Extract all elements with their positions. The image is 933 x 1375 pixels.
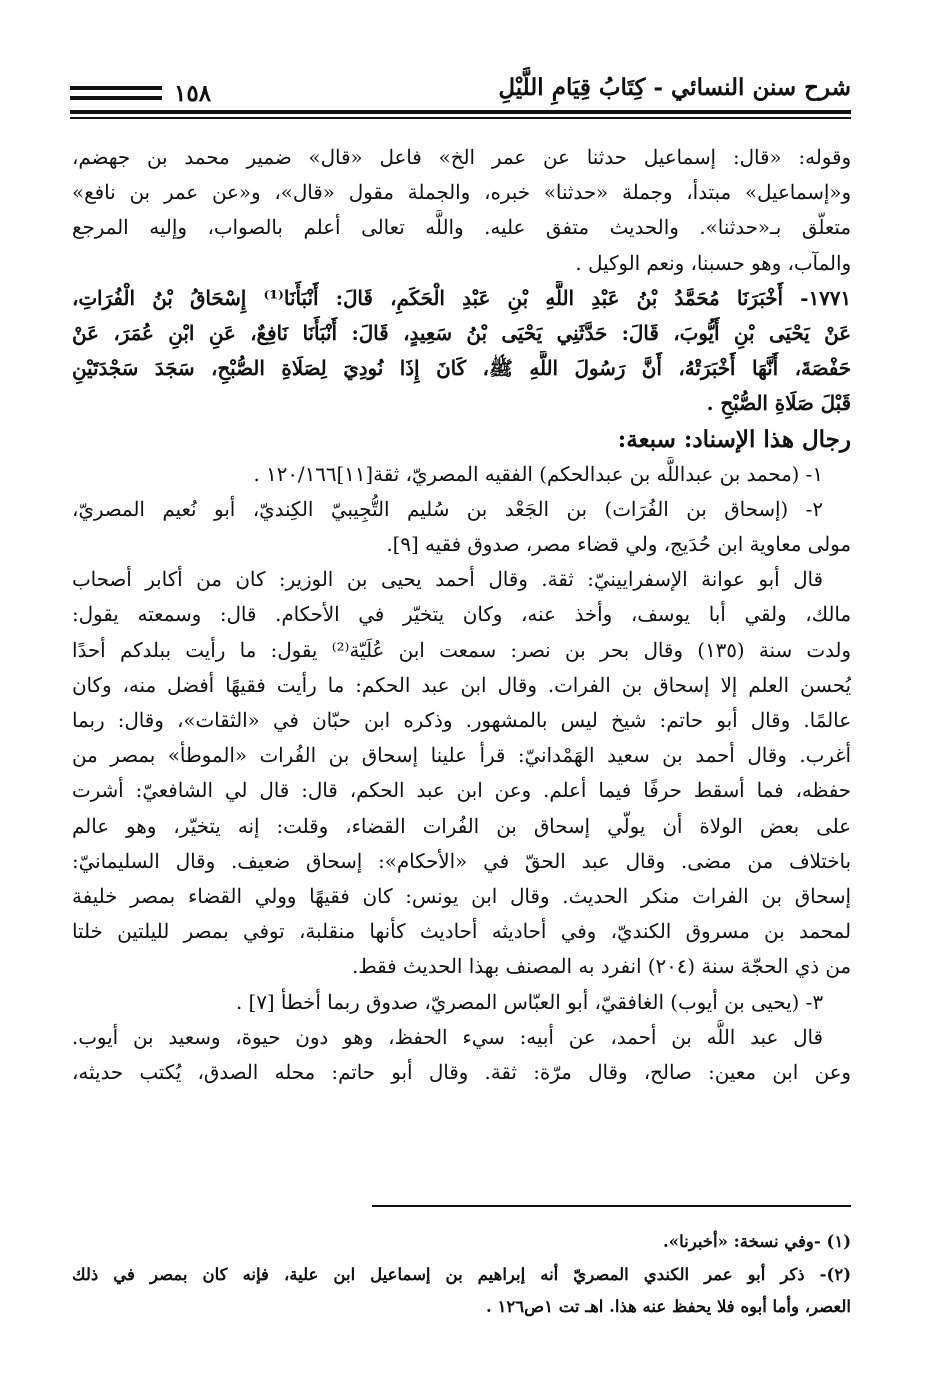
text-line: يُحسن العلم إلا إسحاق بن الفرات. وقال ابن عبد الحكم: ما رأيت فقيهًا أفضل منه، وكان: [72, 673, 851, 697]
footnotes: [72, 1226, 851, 1324]
text-line: وعن ابن معين: صالح، وقال مرّة: ثقة. وقال أبو حاتم: محله الصدق، يُكتب حديثه،: [72, 1060, 851, 1084]
page-number: ١٥٨: [174, 80, 212, 107]
text-line: مولى معاوية ابن حُدَيج، ولي قضاء مصر، صدوق فقيه [٩].: [386, 533, 851, 557]
hadith-line: قَبْلَ صَلَاةِ الصُّبْحِ .: [706, 391, 851, 416]
text-line: من ذي الحجّة سنة (٢٠٤) انفرد به المصنف بهذا الحديث فقط.: [352, 955, 851, 979]
hadith-line: حَفْصَةَ، أَنَّهَا أَخْبَرَتْهُ، أَنَّ رَسُولَ اللَّهِ ﷺ، كَانَ إِذَا نُودِيَ لِصَلَاةِ الصُّبْحِ، سَجَدَ سَجْدَتَيْنِ: [72, 356, 851, 381]
hadith-line: ١٧٧١- أَخْبَرَنَا مُحَمَّدُ بْنُ عَبْدِ اللَّهِ بْنِ عَبْدِ الْحَكَمِ، قَالَ: أَنْبَأَنَا⁽¹⁾ إِسْحَاقُ بْنُ الْفُرَاتِ،: [72, 285, 851, 310]
text-line: إسحاق بن الفرات منكر الحديث. وقال ابن يونس: كان فقيهًا وولي القضاء بمصر خليفة: [72, 884, 851, 908]
text-line: قال أبو عوانة الإسفرايينيّ: ثقة. وقال أحمد يحيى بن الوزير: كان من أكابر أصحاب: [72, 568, 823, 592]
text-line: على بعض الولاة أن يولّي إسحاق بن الفُرات القضاء، وقلت: إنه يتخيّر، وهو عالم: [72, 814, 851, 838]
text-line: باختلاف من مضى. وقال عبد الحقّ في «الأحكام»: إسحاق ضعيف. وقال السليمانيّ:: [72, 849, 851, 873]
footnote: (٢)- ذكر أبو عمر الكندي المصريّ أنه إبراهيم بن إسماعيل ابن علية، فإنه كان بمصر في ذلك: [72, 1264, 851, 1284]
hadith-line: عَنْ يَحْيَى بْنِ أَيُّوبَ، قَالَ: حَدَّثَنِي يَحْيَى بْنُ سَعِيدٍ، قَالَ: أَنْبَأَنَا نَافِعٌ، عَنِ ابْنِ عُمَرَ، عَنْ: [72, 320, 851, 345]
text-line: ولدت سنة (١٣٥) وقال بحر بن نصر: سمعت ابن عُلَيّة⁽²⁾ يقول: ما رأيت ببلدكم أحدًا: [72, 638, 851, 662]
narrator-entry: ١- (محمد بن عبداللَّه بن عبدالحكم) الفقيه المصريّ، ثقة[١١]١٢٠/١٦٦ .: [253, 462, 823, 486]
text-line: مالك، ولقي أبا يوسف، وأخذ عنه، وكان يتخيّر في الأحكام. قال: وسمعته يقول:: [72, 603, 851, 627]
text-line: متعلّق بـ«حدثنا». والحديث متفق عليه. واللَّه تعالى أعلم بالصواب، وإليه المرجع: [72, 216, 851, 240]
page-number-ornament: [70, 86, 162, 100]
narrator-entry: ٣- (يحيى بن أيوب) الغافقيّ، أبو العبّاس المصريّ، صدوق ربما أخطأ [٧] .: [235, 990, 823, 1014]
text-line: أغرب. وقال أحمد بن سعيد الهَمْدانيّ: قرأ علينا إسحاق بن الفُرات «الموطأ» بمصر من: [72, 744, 851, 768]
text-line: و«إسماعيل» مبتدأ، وجملة «حدثنا» خبره، والجملة مقول «قال»، و«عن عمر بن نافع»: [72, 181, 851, 205]
text-line: والمآب، وهو حسبنا، ونعم الوكيل .: [575, 251, 851, 275]
footnote-separator: [372, 1205, 851, 1207]
text-line: حفظه، فما أسقط حرفًا فيما أعلم. وعن ابن عبد الحكم، قال: قال لي الشافعيّ: أشرت: [72, 779, 851, 803]
section-heading: رجال هذا الإسناد: سبعة:: [617, 425, 851, 453]
narrator-entry: ٢- (إسحاق بن الفُرَات) بن الجَعْد بن سُليم التُّجِيبيّ الكِنديّ، أبو نُعيم المصريّ،: [72, 497, 823, 521]
main-text: [72, 140, 851, 1090]
header-rule-thin: [70, 117, 851, 119]
text-line: وقوله: «قال: إسماعيل حدثنا عن عمر الخ» فاعل «قال» ضمير محمد بن جهضم،: [72, 146, 851, 169]
text-line: عالمًا. وقال أبو حاتم: شيخ ليس بالمشهور. وذكره ابن حبّان في «الثقات»، وقال: ربما: [72, 709, 851, 732]
running-header: [70, 70, 851, 116]
book-title: شرح سنن النسائي - كِتَابُ قِيَامِ اللَّيْلِ: [498, 74, 851, 101]
footnote: (١) -وفي نسخة: «أخبرنا».: [663, 1232, 851, 1251]
header-rule-thick: [70, 110, 851, 114]
footnote: العصر، وأما أبوه فلا يحفظ عنه هذا. اهـ تت ١ص١٢٦ .: [486, 1297, 851, 1316]
text-line: لمحمد بن مسروق الكنديّ، وفي أحاديثه أحاديث كأنها منقلبة، توفي بمصر لليلتين خلتا: [72, 920, 851, 944]
text-line: قال عبد اللَّه بن أحمد، عن أبيه: سيء الحفظ، وهو دون حيوة، وسعيد بن أيوب.: [72, 1025, 823, 1049]
